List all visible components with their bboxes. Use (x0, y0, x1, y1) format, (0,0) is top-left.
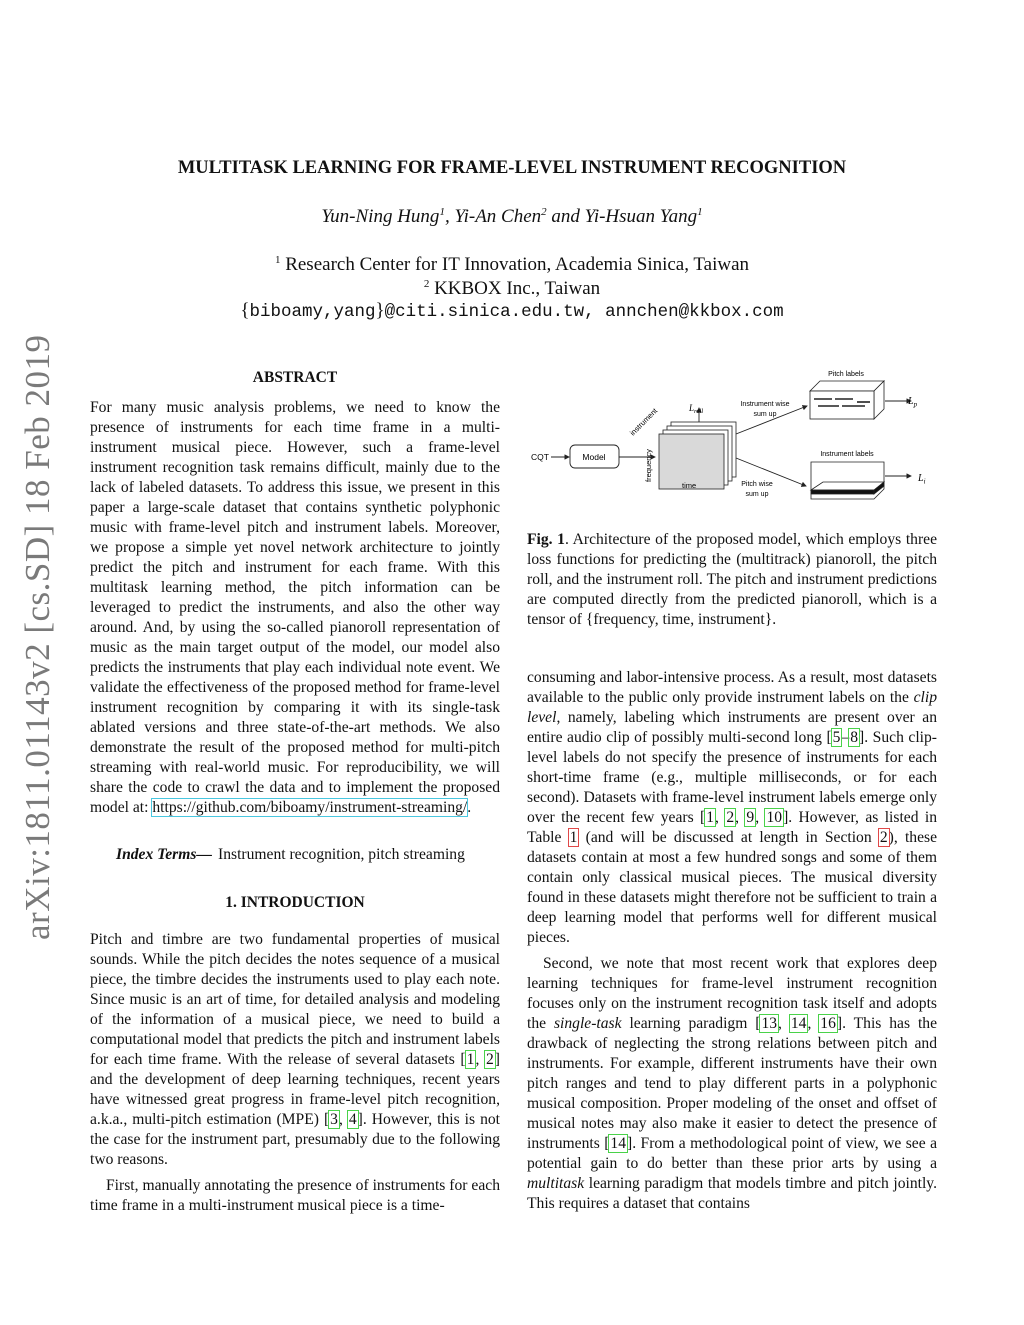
frequency-axis-label: frequency (644, 449, 653, 482)
text-run: , (755, 809, 766, 826)
text-run: , (715, 809, 726, 826)
text-run: , (338, 1111, 348, 1128)
citation-link[interactable]: 2 (726, 809, 735, 826)
sum-up-label: sum up (745, 491, 769, 498)
loss-instrument-label: $L_i$ (918, 473, 926, 486)
affiliation-line (0, 278, 1024, 300)
text-run: learning paradigm that models timbre and pitch jointly. This requires a dataset that contains (527, 1175, 937, 1212)
citation-link[interactable]: 14 (790, 1015, 807, 1032)
introduction-body (90, 930, 500, 1216)
instrument-labels-caption: Instrument labels (820, 451, 874, 458)
author-separator: and (546, 206, 585, 227)
loss-roll-label: $L_{roll}$ (689, 403, 704, 415)
model-label: Model (582, 452, 606, 462)
text-run: ]. From a methodological point of view, we see a potential gain to do better than these prior arts by using a (527, 1135, 937, 1172)
emphasis: single-task (553, 1015, 622, 1032)
pitch-labels-caption: Pitch labels (828, 371, 864, 378)
paragraph (527, 954, 937, 1214)
section-ref-link[interactable]: 2 (879, 829, 888, 846)
citation-link[interactable]: 2 (486, 1051, 494, 1068)
citation-link[interactable]: 9 (746, 809, 755, 826)
citation-link[interactable]: 1 (466, 1051, 475, 1068)
author-list (0, 206, 1024, 228)
time-axis-label: time (682, 481, 697, 490)
index-terms-text: Instrument recognition, pitch streaming (218, 846, 465, 863)
text-run: , namely, labeling which instruments are present over an entire audio clip of possibly multi-second long [ (527, 709, 937, 746)
architecture-diagram (527, 364, 937, 504)
instrument-axis-label: instrument (628, 406, 660, 438)
citation-link[interactable]: 16 (820, 1015, 836, 1032)
cqt-label: CQT (531, 452, 549, 462)
author-name: Yun-Ning Hung (321, 206, 440, 227)
text-run: (and will be discussed at length in Section (578, 829, 879, 846)
author-name: Yi-Hsuan Yang (584, 206, 698, 227)
affiliation-mark: 1 (439, 206, 445, 218)
abstract-heading: ABSTRACT (252, 369, 338, 386)
abstract-body (90, 398, 500, 818)
emphasis: multitask (527, 1175, 585, 1192)
text-run: – (841, 729, 850, 746)
citation-link[interactable]: 3 (330, 1111, 338, 1128)
abstract-text: For many music analysis problems, we need to know the presence of instruments for each time frame in a multi-instrument musical piece. However, such a frame-level instrument recognition task remains difficult, mainly due to the lack of labeled datasets. To address this issue, we present in this paper a large-scale dataset that contains synthetic polyphonic music with frame-level pitch and instrument labels. Moreover, we propose a simple yet novel network architecture to jointly predict the pitch and instrument for each frame. With this multitask learning method, the pitch information can be leveraged to predict the instruments, and also the other way around. And, by using the so-called pianoroll representation of music as the main target output of the model, our model also predicts the instruments that play each individual note event. We validate the effectiveness of the proposed method for frame-level instrument recognition by comparing it with its single-task ablated versions and three state-of-the-art methods. We also demonstrate the result of the proposed method for multi-pitch streaming with real-world music. For reproducibility, we will share the code to crawl the data and to implement the proposed model at: (90, 399, 500, 816)
email-domains: @citi.sinica.edu.tw, annchen@kkbox.com (384, 302, 784, 322)
affiliation-mark: 1 (697, 206, 703, 218)
text-run: , (807, 1015, 820, 1032)
text-run: ] and the development of deep learning techniques, recent years have witnessed great progress in frame-level pitch recognition, a.k.a., multi-pitch estimation (MPE) [ (90, 1051, 500, 1128)
author-separator: , (444, 206, 455, 227)
instrument-roll-box (811, 462, 884, 499)
index-terms (116, 846, 516, 864)
text-run: ]. This has the drawback of neglecting the strong relations between pitch and instruments. For example, different instruments have their own pitch ranges and tend to play different parts in a polyphonic musical composition. Proper modeling of the onset and offset of musical notes may also make it easier to detect the presence of instruments [ (527, 1015, 938, 1152)
text-run: , (475, 1051, 485, 1068)
affiliation-mark: 2 (541, 206, 547, 218)
brace-close: } (375, 300, 385, 321)
text-run: , (735, 809, 746, 826)
affiliation-mark: 2 (423, 278, 430, 290)
text-run: Second, we note that most recent work that explores deep learning techniques for frame-level instrument recognition focuses only on the instrument recognition task itself and adopts the (527, 955, 937, 1032)
citation-link[interactable]: 14 (610, 1135, 626, 1152)
abstract-end: . (467, 799, 472, 816)
citation-link[interactable]: 1 (706, 809, 715, 826)
affiliation-text: Research Center for IT Innovation, Academia Sinica, Taiwan (280, 254, 750, 275)
paragraph: First, manually annotating the presence of instruments for each time frame in a multi-instrument musical piece is a time- (90, 1177, 500, 1214)
text-run: learning paradigm [ (621, 1015, 761, 1032)
text-run: ]. However, as listed in Table (527, 809, 938, 846)
loss-pitch-label: $L_p$ (908, 396, 918, 409)
emphasis: clip level (527, 689, 937, 726)
table-ref-link[interactable]: 1 (569, 829, 578, 846)
email-line (0, 300, 1024, 322)
citation-link[interactable]: 10 (766, 809, 783, 826)
arxiv-identifier: arXiv:1811.01143v2 [cs.SD] 18 Feb 2019 (18, 334, 57, 940)
introduction-continued (527, 668, 937, 1214)
text-run: ]. Such clip-level labels do not specify the presence of instruments for each short-time frame (e.g., multiple milliseconds, or for each second). Datasets with frame-level instrument labels emerge only over the recent few years [ (527, 729, 937, 826)
figure-caption (527, 530, 937, 630)
architecture-figure (527, 364, 937, 504)
affiliation-mark: 1 (274, 254, 281, 266)
paragraph (527, 668, 937, 948)
text-run: ), these datasets contain at most a few hundred songs and some of them contain only classical musical pieces. The musical diversity found in these datasets might therefore not be sufficient to train a deep learning model that performs well for different musical pieces. (527, 829, 937, 946)
index-terms-label: Index Terms— (116, 846, 213, 863)
code-link[interactable]: https://github.com/biboamy/instrument-streaming/ (152, 799, 468, 816)
affiliation-line (0, 254, 1024, 276)
section-heading: 1. INTRODUCTION (225, 894, 365, 911)
instrument-wise-label: Instrument wise (740, 401, 790, 408)
citation-link[interactable]: 4 (348, 1111, 357, 1128)
citation-link[interactable]: 8 (850, 729, 859, 746)
citation-link[interactable]: 13 (761, 1015, 778, 1032)
figure-number: Fig. 1 (527, 531, 565, 548)
pitch-wise-label: Pitch wise (741, 481, 773, 488)
text-run: , (778, 1015, 790, 1032)
paragraph (90, 930, 500, 1170)
affiliation-text: KKBOX Inc., Taiwan (429, 278, 601, 299)
author-name: Yi-An Chen (454, 206, 542, 227)
email-users: biboamy,yang (249, 302, 376, 322)
text-run: consuming and labor-intensive process. As a result, most datasets available to the public only provide instrument labels on the (527, 669, 937, 706)
text-run: Pitch and timbre are two fundamental properties of musical sounds. While the pitch decides the notes sequence of a musical piece, the timbre decides the instruments used to play each note. Since music is an art of time, for detailed analysis and modeling of the information of a musical piece, we need to build a computational model that predicts the pitch and instrument labels for each time frame. With the release of several datasets [ (90, 931, 500, 1068)
text-run: ]. However, this is not the case for the instrument part, presumably due to the following two reasons. (90, 1111, 501, 1168)
pianoroll-tensor (659, 422, 736, 489)
citation-link[interactable]: 5 (832, 729, 841, 746)
paper-title: MULTITASK LEARNING FOR FRAME-LEVEL INSTRUMENT RECOGNITION (177, 158, 847, 178)
caption-text: . Architecture of the proposed model, which employs three loss functions for predicting the (multitrack) pianoroll, the pitch roll, and the instrument roll. The pitch and instrument predictions are computed directly from the predicted pianoroll, which is a tensor of {frequency, time, instrument}. (527, 531, 937, 628)
sum-up-label: sum up (753, 411, 777, 418)
pitch-roll-box (810, 381, 884, 419)
brace-open: { (240, 300, 250, 321)
